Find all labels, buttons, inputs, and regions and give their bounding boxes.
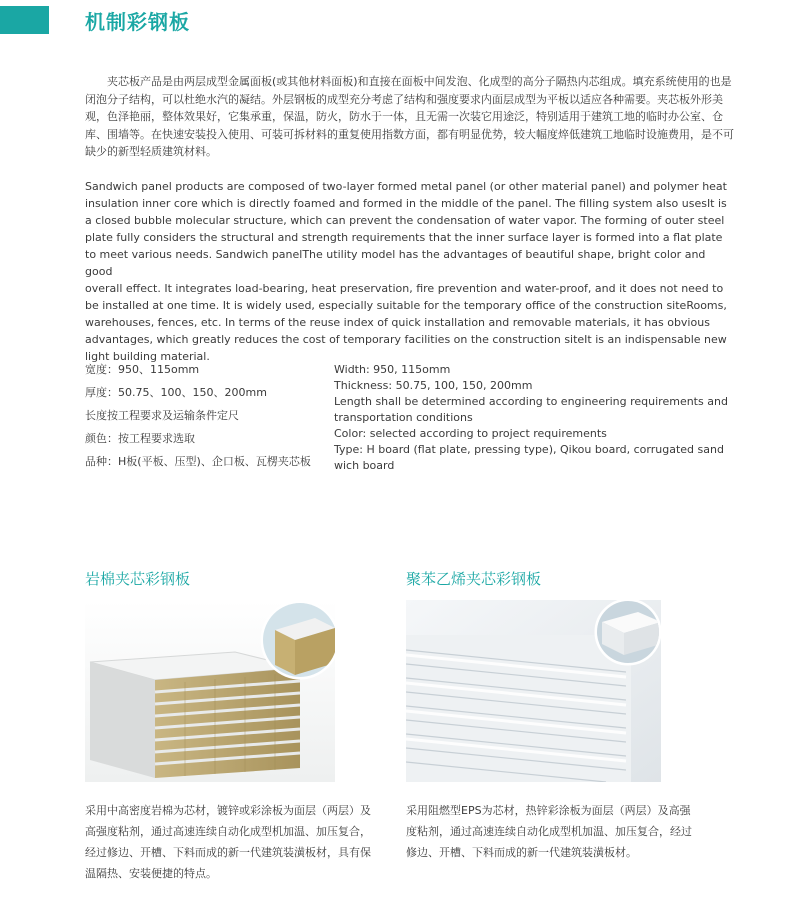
spec-length-en: Length shall be determined according to engineering requirements and transportation conditions bbox=[334, 395, 728, 424]
desc-line: 温隔热、安装便捷的特点。 bbox=[85, 867, 217, 880]
desc-line: 采用中高密度岩棉为芯材，镀锌或彩涂板为面层（两层）及 bbox=[85, 804, 371, 817]
intro-paragraph-cn: 夹芯板产品是由两层成型金属面板(或其他材料面板)和直接在面板中间发泡、化成型的高分子隔热内芯组成。填充系统使用的也是闭泡分子结构，可以杜绝水汽的凝结。外层钢板的成型充分考虑了结构和强度要求内面层成型为平板以适应各种需要。夹芯板外形美观，色泽艳丽，整体效果好，它集承重，保温，防火，防水于一体，且无需一次装它用途泛，特别适用于建筑工地的临时办公室、仓库、围墙等。在快速安装投入使用、可装可拆材料的重复使用指数方面，都有明显优势，较大幅度焠低建筑工地临时设施费用，是不可缺少的新型轻质建筑材料。 bbox=[85, 75, 734, 158]
intro-paragraph-en: Sandwich panel products are composed of two-layer formed metal panel (or other material panel) and polymer heat insulation inner core which is directly foamed and formed in the middle of the panel. The filling system also usesIt is a closed bubble molecular structure, which can prevent the condensation of water vapor. The forming of outer steel plate fully considers the structural and strength requirements that the inner surface layer is formed into a flat plate to meet various needs. Sandwich panelThe utility model has the advantages of beautiful shape, bright color and good overall effect. It integrates load-bearing, heat preservation, fire prevention and water-proof, and it does not need to be installed at one time. It is widely used, especially suitable for the temporary office of the construction siteRooms, warehouses, fences, etc. In terms of the reuse index of quick installation and removable materials, it has obvious advantages, which greatly reduces the cost of temporary facilities on the construction siteIt is an indispensable new light building material. bbox=[85, 180, 727, 363]
rockwool-panel-image bbox=[85, 600, 335, 782]
spec-length-cn: 长度按工程要求及运输条件定尺 bbox=[85, 409, 239, 422]
desc-line: 采用阻燃型EPS为芯材，热锌彩涂板为面层（两层）及高强 bbox=[406, 804, 691, 817]
product-title-eps: 聚苯乙烯夹芯彩钢板 bbox=[406, 570, 542, 588]
spec-width-cn: 宽度：950、115omm bbox=[85, 363, 200, 376]
product-desc-rockwool bbox=[85, 800, 385, 884]
spec-thickness-cn: 厚度：50.75、100、150、200mm bbox=[85, 386, 267, 399]
eps-panel-image bbox=[406, 600, 661, 782]
spec-list-en bbox=[334, 362, 744, 474]
product-title-rockwool: 岩棉夹芯彩钢板 bbox=[85, 570, 191, 588]
spec-color-cn: 颜色：按工程要求选取 bbox=[85, 432, 195, 445]
product-desc-eps bbox=[406, 800, 706, 863]
spec-list-cn bbox=[85, 362, 320, 477]
spec-type-cn: 品种：H板(平板、压型)、企口板、瓦楞夹芯板 bbox=[85, 455, 311, 468]
page-title: 机制彩钢板 bbox=[85, 10, 190, 34]
desc-line: 修边、开槽、下料而成的新一代建筑装潢板材。 bbox=[406, 846, 637, 859]
spec-color-en: Color: selected according to project requirements bbox=[334, 427, 607, 440]
desc-line: 经过修边、开槽、下料而成的新一代建筑装潢板材，具有保 bbox=[85, 846, 371, 859]
desc-line: 高强度粘剂，通过高速连续自动化成型机加温、加压复合， bbox=[85, 825, 371, 838]
spec-type-en: Type: H board (flat plate, pressing type), Qikou board, corrugated sand wich board bbox=[334, 443, 724, 472]
spec-thickness-en: Thickness: 50.75, 100, 150, 200mm bbox=[334, 379, 533, 392]
spec-width-en: Width: 950, 115omm bbox=[334, 363, 451, 376]
desc-line: 度粘剂，通过高速连续自动化成型机加温、加压复合，经过 bbox=[406, 825, 692, 838]
header-accent-bar bbox=[0, 6, 49, 34]
